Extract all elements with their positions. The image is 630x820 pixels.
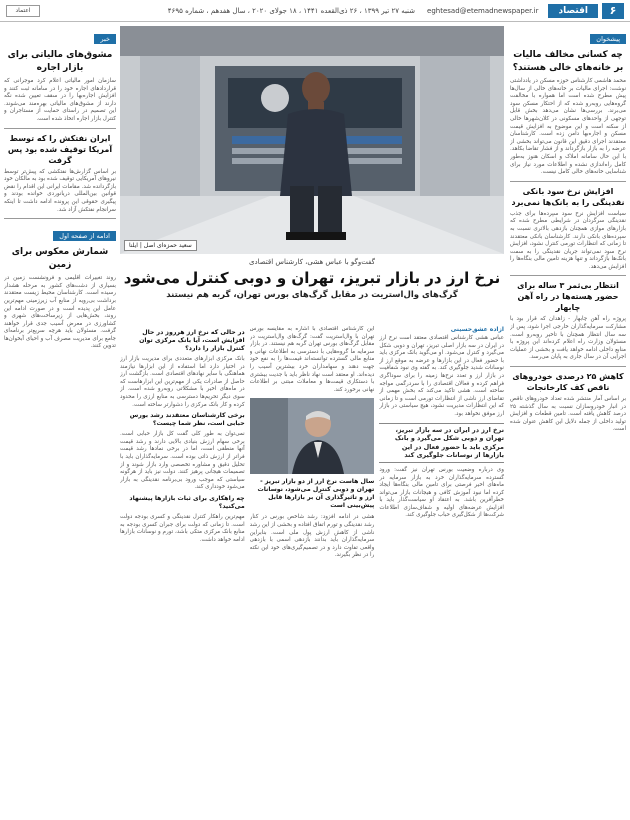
article-column	[250, 326, 375, 820]
story-title: ایران نفتکش را که توسط آمریکا توقیف شده بود پس گرفت	[7, 133, 113, 165]
stock-exchange-photo-icon	[120, 26, 504, 254]
article-column	[120, 326, 245, 820]
story-title: چه کسانی مخالف مالیات بر خانه‌های خالی هستند؟	[512, 50, 624, 73]
story-body: پروژه راه آهن چابهار - زاهدان که قرار بود با مشارکت سرمایه‌گذاران خارجی اجرا شود، پس از سه سال انتظار همچنان با تاخیر روبه‌رو است. مسئولان وزارت راه اعلام کرده‌اند این پروژه با منابع داخلی ادامه خواهد یافت و بخشی از عملیات اجرایی آن در سال جاری به پایان می‌رسد.	[510, 316, 626, 361]
story-body: محمد هاشمی کارشناس حوزه مسکن در یادداشتی نوشت: اجرای مالیات بر خانه‌های خالی از سال‌ها پیش مطرح شده است اما همواره با مخالفت گروه‌هایی روبه‌رو شده که از احتکار مسکن سود می‌برند. بررسی‌ها نشان می‌دهد بخش قابل توجهی از واحدهای مسکونی در کلان‌شهرها خالی از سکنه است و این موضوع به افزایش قیمت مسکن و اجاره‌بها دامن زده است. کارشناسان معتقدند اجرای دقیق این قانون می‌تواند بخشی از عرضه را به بازار بازگرداند و از فشار تقاضا بکاهد. با این حال سامانه املاک و اسکان هنوز به‌طور کامل راه‌اندازی نشده و اطلاعات مورد نیاز برای شناسایی خانه‌های خالی کامل نیست.	[510, 78, 626, 176]
divider	[510, 366, 626, 367]
story-title: کاهش ۲۵ درصدی خودروهای ناقص کف کارخانجات	[512, 372, 624, 393]
interviewee-photo	[250, 398, 375, 474]
article-text: بانک مرکزی ابزارهای متعددی برای مدیریت بازار ارز در اختیار دارد اما استفاده از این ابزارها نیازمند هماهنگی با سایر نهادهای اقتصادی است. بازگشت ارز حاصل از صادرات یکی از مهم‌ترین این ابزارهاست که در ماه‌های اخیر با مشکلاتی روبه‌رو شده است. از سوی دیگر تحریم‌ها دسترسی به منابع ارزی را محدود کرده و کار بانک مرکزی را دشوارتر ساخته است.	[120, 356, 245, 408]
author-byline: آزاده عشق‌حسینی	[450, 326, 504, 333]
story-body: سیاست افزایش نرخ سود سپرده‌ها برای جذب نقدینگی سرگردان در شرایطی مطرح شده که بازارهای موازی همچنان بازدهی بالاتری نسبت به سپرده‌های بانکی دارند. کارشناسان بانکی معتقدند تا زمانی که انتظارات تورمی کنترل نشود، افزایش نرخ سود نمی‌تواند جریان نقدینگی را به سمت بانک‌ها بازگرداند و تنها هزینه تامین مالی بنگاه‌ها را افزایش می‌دهد.	[510, 210, 626, 270]
article-text: نمی‌توان به طور کلی گفت کل بازار حبابی است. برخی سهام ارزش بنیادی بالایی دارند و رشد قیمت آنها منطقی است، اما در برخی نمادها رشد قیمت فراتر از ارزش ذاتی بوده است. سرمایه‌گذاران باید با تحلیل دقیق و مشاوره تخصصی وارد بازار شوند و از تصمیمات هیجانی پرهیز کنند. دولت نیز باید از هرگونه سیاستی که موجب ورود بی‌برنامه نقدینگی به بازار می‌شود خودداری کند.	[120, 431, 245, 491]
main-photo	[120, 26, 504, 254]
article-column	[379, 326, 504, 820]
photo-credit: سعید حمزه‌ای اصل | ایلنا	[124, 240, 197, 251]
interview-question: چه راهکاری برای ثبات بازارها پیشنهاد می‌کنید؟	[129, 494, 245, 510]
page-header	[0, 0, 630, 22]
interview-question: برخی کارشناسان معتقدند رشد بورس حبابی است، نظر شما چیست؟	[129, 412, 245, 428]
article-text: عباس هشی کارشناس اقتصادی معتقد است نرخ ارز در ایران در سه بازار اصلی تبریز، تهران و دوبی شکل می‌گیرد و کنترل می‌شود. او می‌گوید بانک مرکزی باید با حضور فعال در این بازارها و عرضه به موقع ارز از نوسانات شدید جلوگیری کند. به گفته وی نبود شفافیت در بازار ارز و تعدد نرخ‌ها زمینه را برای سوداگری فراهم کرده و فعالان اقتصادی را با سردرگمی مواجه ساخته است. هشی تاکید می‌کند که بخش مهمی از تقاضای ارز ناشی از انتظارات تورمی است و تا زمانی که این انتظارات مدیریت نشود، هیچ سیاستی در بازار ارز موفق نخواهد بود.	[379, 335, 504, 417]
divider	[510, 275, 626, 276]
story-title: انتظار بی‌ثمر ۳ ساله برای حضور هسته‌ها در راه آهن چابهار	[517, 281, 619, 313]
story-title: افزایش نرخ سود بانکی نقدینگی را به بانک‌ها نمی‌برد	[511, 186, 625, 207]
divider	[4, 128, 116, 129]
story-title: مشوق‌های مالیاتی برای بازار اجاره	[7, 50, 113, 73]
right-column-tag: پیشخوان	[590, 34, 626, 44]
article-subtitle: گرگ‌های وال‌استریت در مقابل گرگ‌های بورس تهران، گربه هم نیستند	[166, 290, 458, 300]
section-label: اقتصاد	[548, 4, 598, 18]
page-number: ۶	[602, 3, 624, 19]
story-title: شمارش معکوس برای زمین	[11, 247, 109, 271]
person-portrait-icon	[250, 398, 375, 474]
continued-tag: ادامه از صفحه اول	[53, 231, 116, 241]
pull-quote: نرخ ارز در ایران در سه بازار تبریز، تهران و دوبی شکل می‌گیرد و بانک مرکزی باید با حضور فعال در این بازارها از نوسانات جلوگیری کند	[379, 423, 504, 463]
article-kicker: گفت‌وگو با عباس هشی، کارشناس اقتصادی	[249, 258, 375, 266]
left-column-tag: خبر	[94, 34, 116, 44]
interview-question: در حالی که نرخ ارز هرروز در حال افزایش است، آیا بانک مرکزی توان کنترل بازار را دارد؟	[139, 329, 245, 352]
left-column	[4, 26, 116, 820]
right-column	[510, 26, 626, 820]
story-body: بر اساس گزارش‌ها نفتکشی که پیش‌تر توسط نیروهای آمریکایی توقیف شده بود به مالکان خود بازگردانده شد. مقامات ایرانی این اقدام را نقض قوانین بین‌المللی دریانوردی خوانده بودند و پیگیری حقوقی این پرونده ادامه داشت تا اینکه سرانجام نفتکش آزاد شد.	[4, 168, 116, 213]
website-address[interactable]: eghtesad@etemadnewspaper.ir	[427, 6, 539, 15]
story-body: بر اساس آمار منتشر شده تعداد خودروهای ناقص در انبار خودروسازان نسبت به سال گذشته ۲۵ درصد کاهش یافته است. تامین قطعات و افزایش تولید داخلی از جمله دلایل این کاهش عنوان شده است.	[510, 396, 626, 433]
photo-caption: سال هاست نرخ ارز از دو بازار تبریز - تهران و دوبی کنترل می‌شود، نوسانات ارز و تاثیرگذاری آن بر بازارها قابل پیش‌بینی است	[257, 478, 375, 510]
newspaper-logo: اعتماد	[6, 5, 40, 17]
article-text: هشی در ادامه افزود: رشد شاخص بورس در کنار رشد نقدینگی و تورم اتفاق افتاده و بخشی از این رشد ناشی از کاهش ارزش پول ملی است. بنابراین سرمایه‌گذاران باید بدانند بازدهی اسمی با بازدهی واقعی تفاوت دارد و در تصمیم‌گیری‌های خود این نکته را در نظر بگیرند.	[249, 514, 375, 559]
main-story	[120, 26, 504, 820]
issue-line: شنبه ۲۷ تیر ۱۳۹۹ ، ۲۶ ذی‌القعده ۱۴۴۱ ، ۱۸ جولای ۲۰۲۰ ، سال هفدهم ، شماره ۴۶۹۵	[167, 6, 416, 15]
article-text: وی درباره وضعیت بورس تهران نیز گفت: ورود گسترده سرمایه‌گذاران خرد به بازار سرمایه در ماه‌های اخیر فرصتی برای تامین مالی بنگاه‌ها ایجاد کرده اما نبود آموزش کافی و هیجانات بازار می‌تواند خطرآفرین باشد. به اعتقاد او سیاست‌گذار باید با افزایش عرضه‌های اولیه و شفاف‌سازی اطلاعات شرکت‌ها از شکل‌گیری حباب جلوگیری کند.	[379, 466, 504, 519]
article-header	[120, 258, 504, 300]
article-body	[120, 326, 504, 820]
story-body: سازمان امور مالیاتی اعلام کرد موجرانی که قراردادهای اجاره خود را در سامانه ثبت کنند و افزایش اجاره‌بها را در سقف تعیین شده نگه دارند از مشوق‌های مالیاتی بهره‌مند می‌شوند. این تصمیم در راستای حمایت از مستاجران و کنترل بازار اجاره اتخاذ شده است.	[4, 78, 116, 122]
article-text: مهم‌ترین راهکار کنترل نقدینگی و کسری بودجه دولت است. تا زمانی که دولت برای جبران کسری بودجه به منابع بانک مرکزی متکی باشد، تورم و نوسانات بازارها ادامه خواهد داشت.	[120, 513, 245, 543]
divider	[510, 181, 626, 182]
divider	[4, 218, 116, 219]
article-text: این کارشناس اقتصادی با اشاره به مقایسه بورس تهران با وال‌استریت گفت: گرگ‌های وال‌استریت در مقابل گرگ‌های بورس تهران گربه هم نیستند. در بازار سرمایه ما گروه‌هایی با دسترسی به اطلاعات نهانی و منابع مالی گسترده توانسته‌اند قیمت‌ها را به نفع خود جهت دهند و سهامداران خرد بیشترین آسیب را دیده‌اند. او معتقد است نهاد ناظر باید با جدیت بیشتری با دستکاری قیمت‌ها و معاملات مبتنی بر اطلاعات نهانی برخورد کند.	[249, 326, 375, 393]
article-title: نرخ ارز در بازار تبریز، تهران و دوبی کنترل می‌شود	[123, 269, 501, 287]
story-body: روند تغییرات اقلیمی و فرونشست زمین در بسیاری از دشت‌های کشور به مرحله هشدار رسیده است. کارشناسان محیط زیست معتقدند برداشت بی‌رویه از منابع آب زیرزمینی مهم‌ترین عامل این پدیده است و در صورت ادامه این روند، بخش‌هایی از زیرساخت‌های شهری و کشاورزی در معرض آسیب جدی قرار خواهند گرفت. مسئولان باید هرچه سریع‌تر برنامه‌ای جامع برای مدیریت مصرف آب و احیای آبخوان‌ها تدوین کنند.	[4, 275, 116, 350]
